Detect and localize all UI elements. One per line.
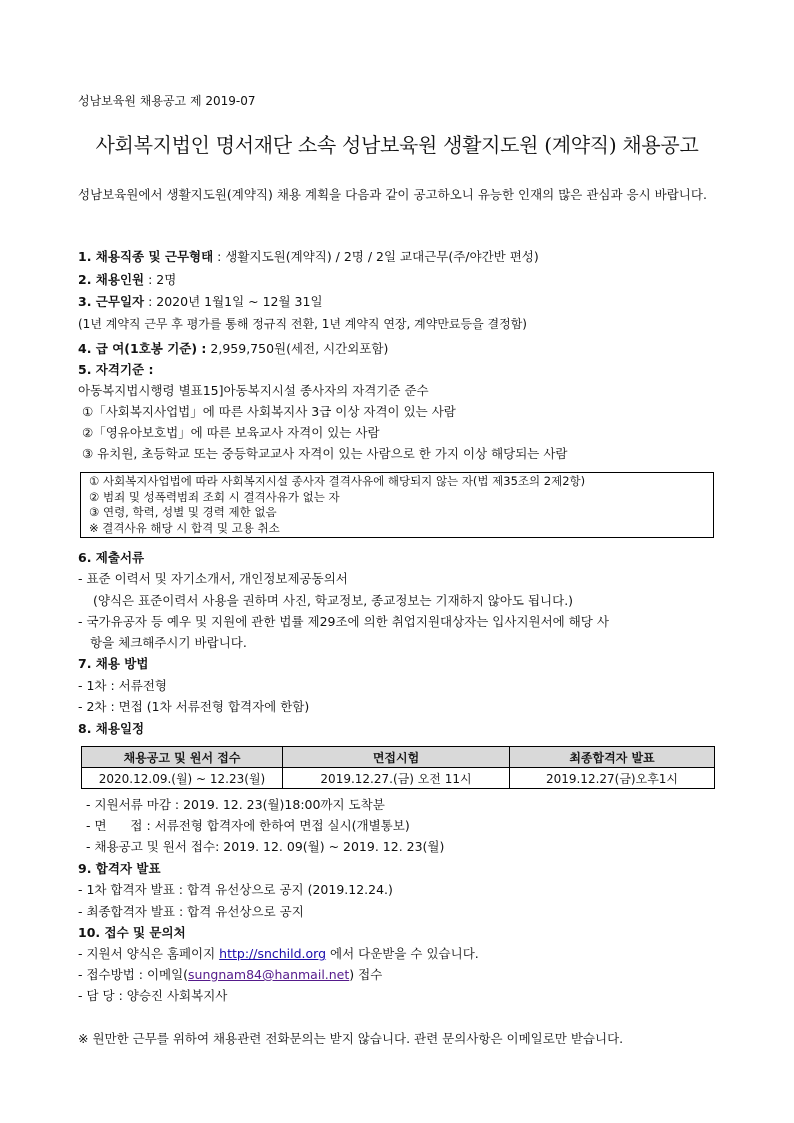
table-header: 면접시험: [283, 747, 510, 768]
section-4-text: 2,959,750원(세전, 시간외포함): [206, 341, 389, 356]
section-10-line: [78, 946, 479, 962]
schedule-note: - 면 접 : 서류전형 합격자에 한하여 면접 실시(개별통보): [86, 818, 410, 833]
schedule-note: - 채용공고 및 원서 접수: 2019. 12. 09(월) ~ 2019. 12. 23(월): [86, 839, 445, 854]
qualification-item: ②「영유아보호법」에 따른 보육교사 자격이 있는 사람: [82, 425, 380, 440]
section-6-label: 6. 제출서류: [78, 550, 145, 565]
section-3-label: 3. 근무일자: [78, 294, 145, 309]
section-9-line: - 1차 합격자 발표 : 합격 유선상으로 공지 (2019.12.24.): [78, 882, 393, 897]
table-cell: 2020.12.09.(월) ~ 12.23(월): [82, 768, 283, 789]
section-3: [78, 294, 323, 310]
box-line: ※ 결격사유 해당 시 합격 및 고용 취소: [89, 520, 280, 535]
section-9-line: - 최종합격자 발표 : 합격 유선상으로 공지: [78, 904, 304, 919]
section-5-label: 5. 자격기준 :: [78, 362, 154, 377]
email-text: - 접수방법 : 이메일(: [78, 967, 189, 982]
table-header: 최종합격자 발표: [510, 747, 715, 768]
homepage-link[interactable]: http://snchild.org: [219, 946, 327, 961]
section-4-label: 4. 급 여(1호봉 기준) :: [78, 341, 207, 356]
table-cell: 2019.12.27(금)오후1시: [510, 768, 715, 789]
section-6-line: - 표준 이력서 및 자기소개서, 개인정보제공동의서: [78, 571, 348, 586]
email-link[interactable]: sungnam84@hanmail.net: [188, 967, 350, 982]
disqualification-box: [80, 472, 714, 538]
qualification-item: ③ 유치원, 초등학교 또는 중등학교교사 자격이 있는 사람으로 한 가지 이상 해당되는 사람: [82, 446, 568, 461]
table-cell: 2019.12.27.(금) 오전 11시: [283, 768, 510, 789]
notice-number: 성남보육원 채용공고 제 2019-07: [78, 94, 256, 108]
email-text-after: ) 접수: [349, 967, 383, 982]
section-5-basis: 아동복지법시행령 별표15]아동복지시설 종사자의 자격기준 준수: [78, 383, 429, 398]
intro-paragraph: 성남보육원에서 생활지도원(계약직) 채용 계획을 다음과 같이 공고하오니 유능한 인재의 많은 관심과 응시 바랍니다.: [78, 187, 707, 202]
section-10-line: - 담 당 : 양승진 사회복지사: [78, 988, 228, 1003]
section-1: [78, 249, 539, 265]
section-7-label: 7. 채용 방법: [78, 656, 149, 671]
table-header: 채용공고 및 원서 접수: [82, 747, 283, 768]
box-line: ① 사회복지사업법에 따라 사회복지시설 종사자 결격사유에 해당되지 않는 자(법 제35조의 2제2항): [89, 474, 586, 488]
section-3-text: : 2020년 1월1일 ~ 12월 31일: [144, 294, 323, 309]
footer-note: ※ 원만한 근무를 위하여 채용관련 전화문의는 받지 않습니다. 관련 문의사항은 이메일로만 받습니다.: [78, 1031, 624, 1046]
section-10-label: 10. 접수 및 문의처: [78, 925, 186, 940]
section-3-note: (1년 계약직 근무 후 평가를 통해 정규직 전환, 1년 계약직 연장, 계약만료등을 결정함): [78, 317, 527, 331]
box-line: ③ 연령, 학력, 성별 및 경력 제한 없음: [89, 505, 277, 519]
qualification-item: ①「사회복지사업법」에 따른 사회복지사 3급 이상 자격이 있는 사람: [82, 404, 456, 419]
section-6-line: 항을 체크해주시기 바랍니다.: [90, 635, 247, 650]
section-1-text: : 생활지도원(계약직) / 2명 / 2일 교대근무(주/야간반 편성): [213, 249, 539, 264]
table-row: [82, 768, 715, 789]
section-1-label: 1. 채용직종 및 근무형태: [78, 249, 214, 264]
schedule-table: [81, 746, 715, 789]
document-title: 사회복지법인 명서재단 소속 성남보육원 생활지도원 (계약직) 채용공고: [95, 133, 699, 157]
section-2: [78, 272, 176, 288]
section-4: [78, 341, 388, 357]
section-9-label: 9. 합격자 발표: [78, 861, 161, 876]
box-line: ② 범죄 및 성폭력범죄 조회 시 결격사유가 없는 자: [89, 489, 340, 504]
section-10-line: [78, 967, 382, 983]
section-6-line: (양식은 표준이력서 사용을 권하며 사진, 학교정보, 종교정보는 기재하지 않아도 됩니다.): [93, 593, 574, 608]
section-6-line: - 국가유공자 등 예우 및 지원에 관한 법률 제29조에 의한 취업지원대상자는 입사지원서에 해당 사: [78, 614, 609, 629]
section-8-label: 8. 채용일정: [78, 721, 145, 736]
section-2-label: 2. 채용인원: [78, 272, 145, 287]
section-7-line: - 2차 : 면접 (1차 서류전형 합격자에 한함): [78, 699, 310, 714]
section-7-line: - 1차 : 서류전형: [78, 678, 167, 693]
homepage-text: - 지원서 양식은 홈페이지: [78, 946, 220, 961]
table-header-row: [82, 747, 715, 768]
section-2-text: : 2명: [144, 272, 177, 287]
schedule-note: - 지원서류 마감 : 2019. 12. 23(월)18:00까지 도착분: [86, 797, 385, 812]
homepage-text-after: 에서 다운받을 수 있습니다.: [326, 946, 479, 961]
